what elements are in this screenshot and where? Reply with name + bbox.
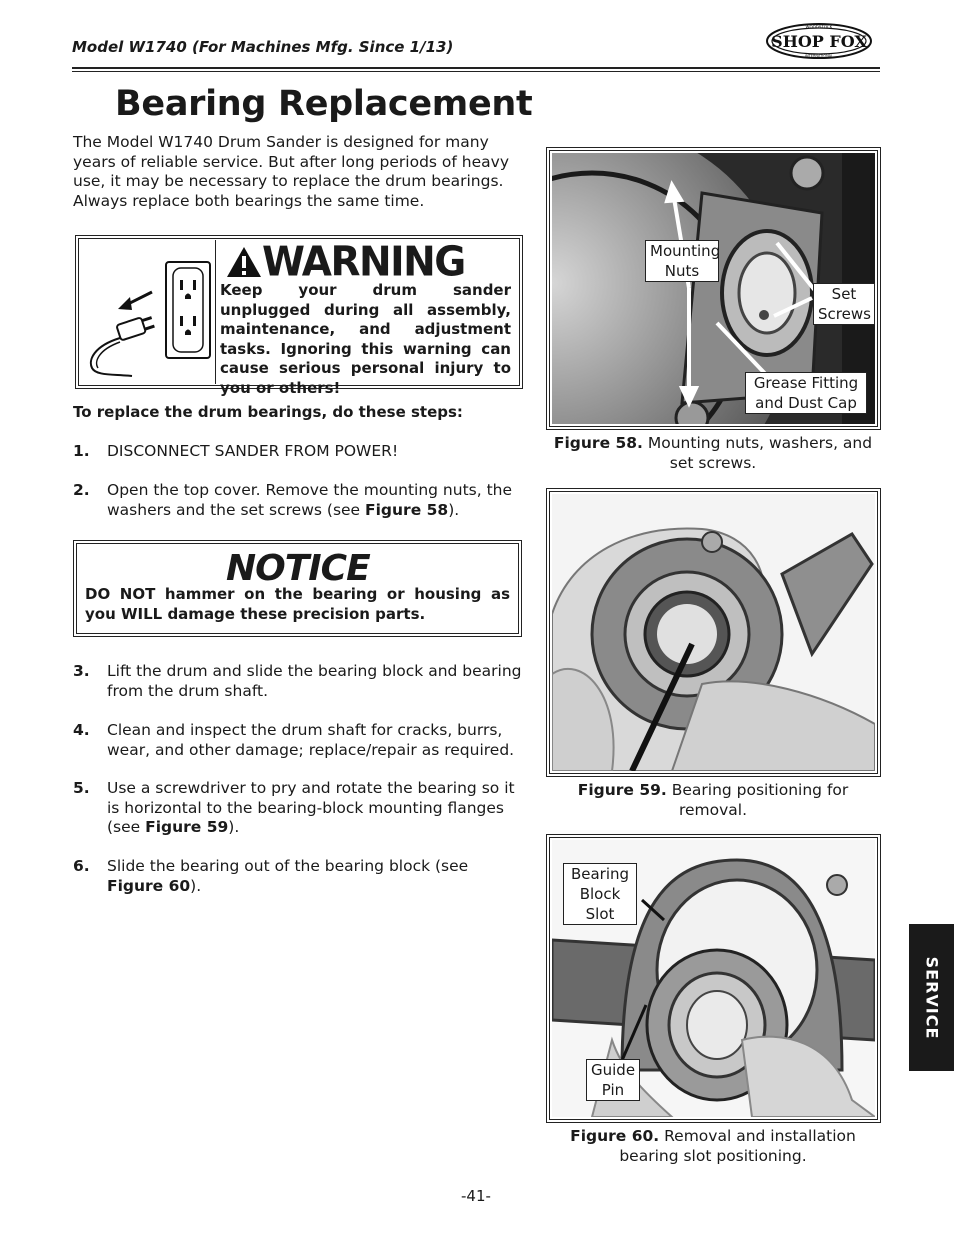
step-number: 3. — [73, 662, 90, 680]
figure-reference: Figure 58 — [365, 500, 449, 519]
step-number: 4. — [73, 721, 90, 739]
shop-fox-logo — [765, 22, 873, 60]
hand-bearing-illustration — [552, 494, 875, 771]
step-1 — [73, 442, 523, 464]
warning-text: Keep your drum sander unplugged during all assembly, maintenance, and adjustment tasks. Ignoring this warning can cause serious personal injury to you or others! — [220, 281, 511, 397]
section-tab-label: SERVICE — [922, 956, 941, 1039]
callout-grease-fitting: Grease Fitting and Dust Cap — [745, 372, 867, 414]
figure-59-photo — [546, 488, 881, 777]
figure-label: Figure 60. — [570, 1127, 660, 1145]
notice-box — [73, 540, 522, 637]
header-rule — [72, 67, 880, 69]
callout-guide-pin: Guide Pin — [586, 1059, 640, 1101]
step-text: Lift the drum and slide the bearing block and bearing from the drum shaft. — [107, 662, 522, 700]
header-model: Model W1740 (For Machines Mfg. Since 1/13) — [72, 38, 454, 56]
svg-text:SHOP FOX: SHOP FOX — [771, 32, 867, 51]
step-text: Use a screwdriver to pry and rotate the bearing so it is horizontal to the bearing-block mounting flanges (see Figure 59). — [107, 779, 515, 836]
figure-58-photo — [546, 147, 881, 430]
notice-title: NOTICE — [226, 548, 370, 589]
figure-reference: Figure 60 — [107, 876, 191, 895]
unplug-illustration — [84, 250, 212, 384]
warning-triangle-icon — [226, 246, 262, 282]
step-5 — [73, 779, 523, 841]
callout-bearing-block-slot: Bearing Block Slot — [563, 863, 637, 925]
callout-mounting-nuts: Mounting Nuts — [645, 240, 719, 282]
figure-label: Figure 58. — [553, 434, 643, 452]
step-number: 1. — [73, 442, 90, 460]
intro-paragraph: The Model W1740 Drum Sander is designed for many years of reliable service. But after long periods of heavy use, it may be necessary to replace the drum bearings. Always replace both bearings the same time. — [73, 133, 509, 210]
section-tab-service[interactable] — [909, 924, 954, 1071]
callout-set-screws: Set Screws — [813, 283, 875, 325]
step-text: DISCONNECT SANDER FROM POWER! — [107, 442, 399, 460]
step-3 — [73, 662, 523, 704]
step-number: 5. — [73, 779, 90, 797]
figure-60-photo — [546, 834, 881, 1123]
steps-heading: To replace the drum bearings, do these steps: — [73, 403, 463, 421]
warning-title: WARNING — [262, 238, 465, 287]
figure-58-caption: Figure 58. Mounting nuts, washers, and set screws. — [553, 434, 873, 472]
figure-60-caption: Figure 60. Removal and installation bearing slot positioning. — [570, 1127, 856, 1165]
step-number: 6. — [73, 857, 90, 875]
page-number: -41- — [461, 1187, 491, 1205]
page-title: Bearing Replacement — [115, 84, 533, 124]
figure-reference: Figure 59 — [145, 818, 229, 836]
warning-divider — [215, 240, 216, 384]
step-text: Clean and inspect the drum shaft for cracks, burrs, wear, and other damage; replace/repair as required. — [107, 721, 515, 759]
figure-label: Figure 59. — [577, 781, 667, 799]
step-4 — [73, 721, 523, 763]
svg-text:INTERNATIONAL: INTERNATIONAL — [804, 54, 834, 58]
warning-box — [75, 235, 523, 397]
step-text: Slide the bearing out of the bearing block (see Figure 60). — [107, 857, 469, 895]
step-6 — [73, 857, 523, 899]
step-2 — [73, 481, 523, 523]
notice-text: DO NOT hammer on the bearing or housing as you WILL damage these precision parts. — [85, 585, 510, 623]
step-number: 2. — [73, 481, 90, 499]
figure-59-caption: Figure 59. Bearing positioning for removal. — [577, 781, 849, 819]
step-text: Open the top cover. Remove the mounting nuts, the washers and the set screws (see Figure 58). — [107, 481, 513, 519]
header-rule-thin — [72, 71, 880, 72]
svg-text:WOODSTOCK: WOODSTOCK — [805, 24, 833, 30]
